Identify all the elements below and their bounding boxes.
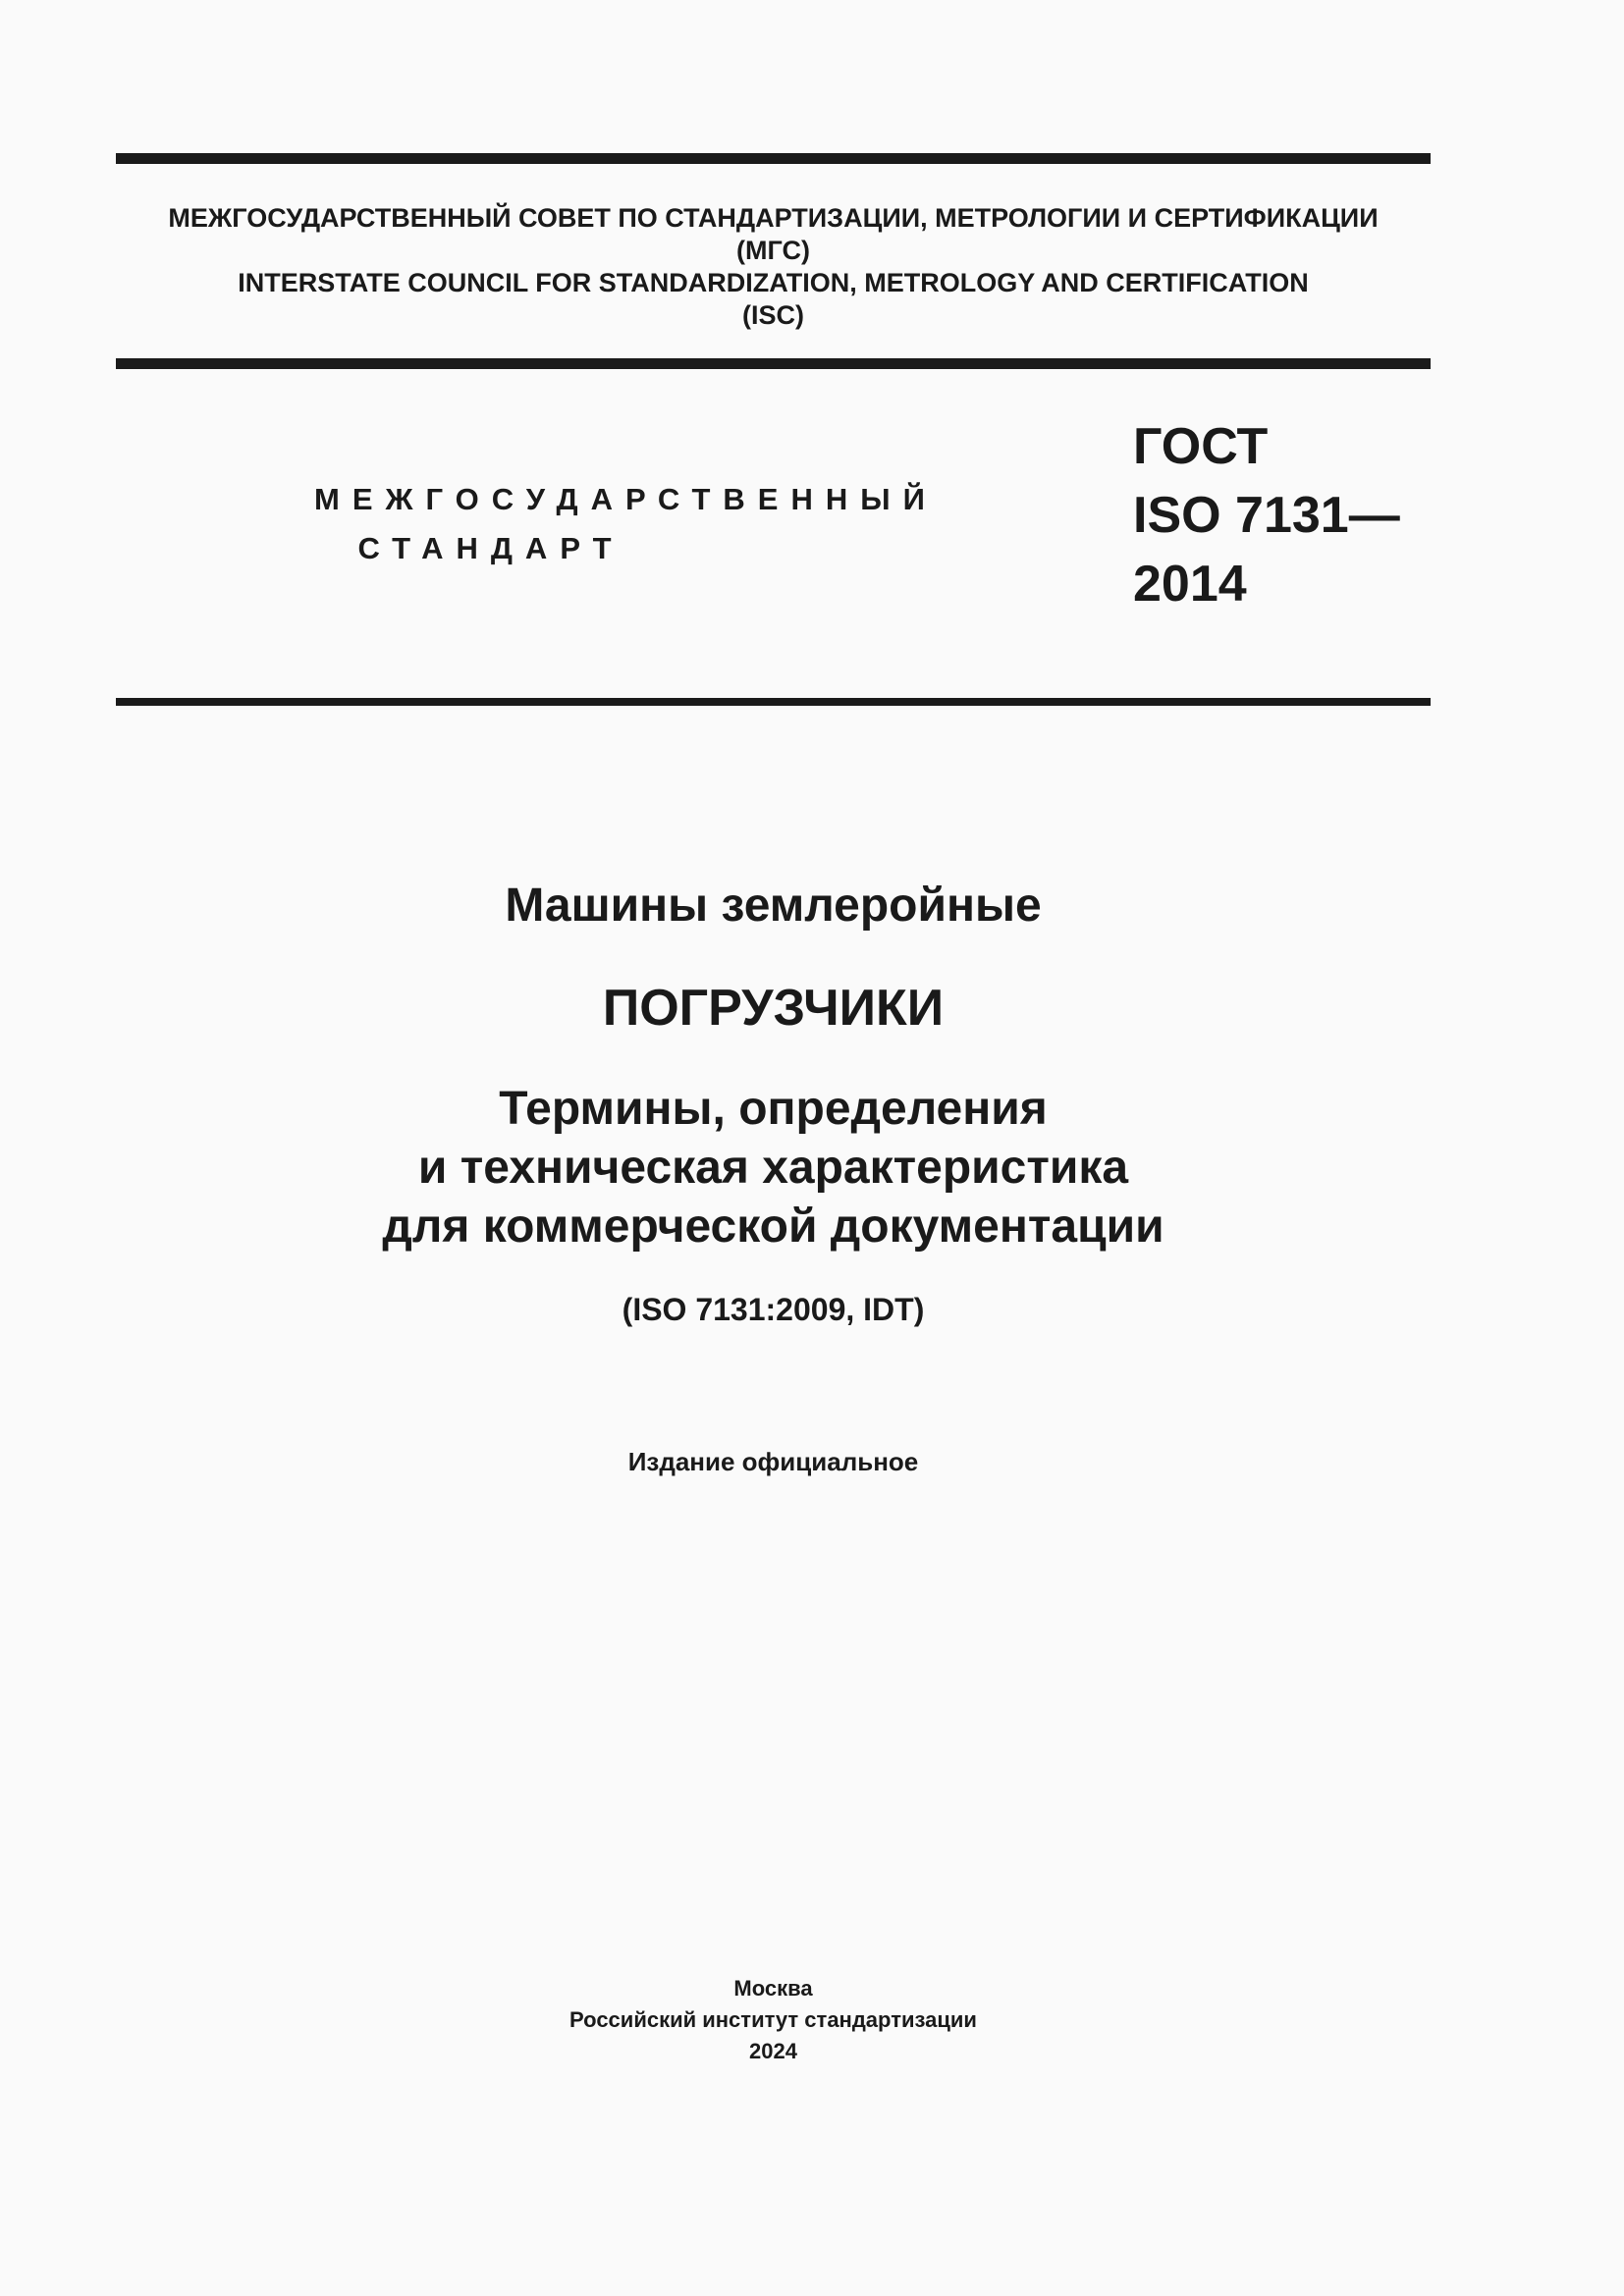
standard-type-line1: МЕЖГОСУДАРСТВЕННЫЙ (314, 482, 938, 516)
council-abbr-en: (ISC) (742, 300, 804, 330)
imprint-year: 2024 (749, 2039, 797, 2063)
imprint-publisher: Российский институт стандартизации (569, 2007, 977, 2032)
imprint-city: Москва (733, 1976, 813, 2001)
council-header (116, 202, 1431, 332)
subtitle-line2: и техническая характеристика (417, 1142, 1129, 1194)
designation-line1: ГОСТ (1133, 418, 1269, 475)
designation-line2: ISO 7131— (1133, 487, 1400, 544)
imprint (116, 1973, 1431, 2067)
council-name-en: INTERSTATE COUNCIL FOR STANDARDIZATION, METROLOGY AND CERTIFICATION (238, 268, 1309, 297)
document-title-main: Машины землеройные (505, 880, 1042, 932)
document-subtitle (116, 1080, 1431, 1256)
designation-line3: 2014 (1133, 556, 1247, 613)
standard-designation (1133, 412, 1400, 618)
document-title-caps: ПОГРУЗЧИКИ (602, 980, 945, 1037)
edition-note: Издание официальное (627, 1447, 919, 1476)
standard-type-line2: СТАНДАРТ (357, 531, 624, 565)
header-bottom-rule (116, 358, 1431, 369)
subtitle-line3: для коммерческой документации (382, 1201, 1164, 1253)
standard-type (314, 475, 938, 573)
council-abbr-ru: (МГС) (736, 236, 810, 265)
council-name-ru: МЕЖГОСУДАРСТВЕННЫЙ СОВЕТ ПО СТАНДАРТИЗАЦИИ, МЕТРОЛОГИИ И СЕРТИФИКАЦИИ (168, 203, 1379, 233)
top-rule (116, 153, 1431, 164)
designation-bottom-rule (116, 698, 1431, 706)
iso-reference: (ISO 7131:2009, IDT) (622, 1292, 925, 1327)
subtitle-line1: Термины, определения (499, 1083, 1048, 1135)
